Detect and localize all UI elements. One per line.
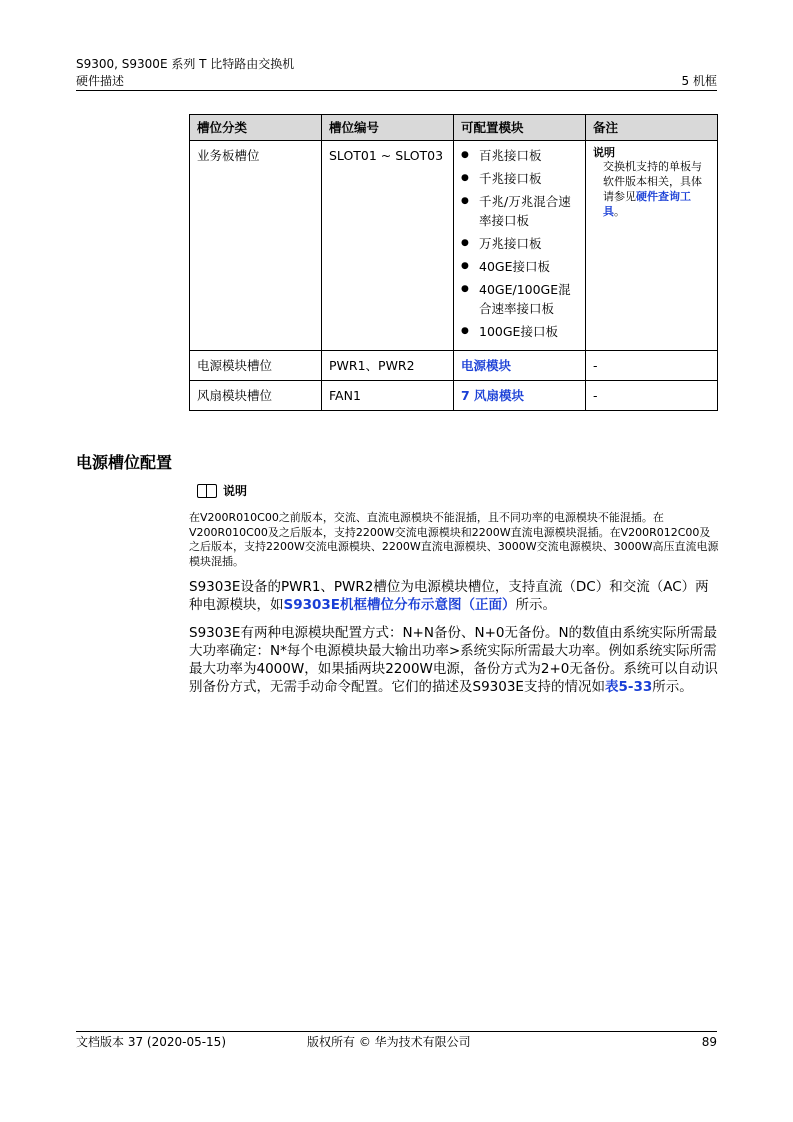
note-body: [593, 159, 710, 219]
chassis-diagram-link[interactable]: S9303E机框槽位分布示意图（正面）: [283, 597, 516, 613]
col-header: 可配置模块: [454, 115, 586, 141]
table-cell: [454, 351, 586, 381]
doc-subtitle: 硬件描述: [76, 74, 125, 88]
page-header: [76, 56, 717, 90]
col-header: 槽位编号: [322, 115, 454, 141]
para-text: S9303E设备的PWR1、PWR2槽位为电源模块槽位，支持直流（DC）和交流（AC）两种电源模块，如: [189, 579, 709, 613]
paragraph-pwr-slots: [189, 578, 719, 614]
note-text: 交换机支持的单板与软件版本相关，具体请参见: [603, 160, 702, 203]
table-cell: 业务板槽位: [190, 141, 322, 351]
col-header: 槽位分类: [190, 115, 322, 141]
list-item: ● 100GE接口板: [461, 322, 578, 341]
doc-title: S9300, S9300E 系列 T 比特路由交换机: [76, 57, 295, 71]
module-list: [461, 146, 578, 341]
para-text: S9303E有两种电源模块配置方式：N+N备份、N+0无备份。N的数值由系统实际所需最大功率确定：N*每个电源模块最大输出功率>系统实际所需最大功率。例如系统实际所需最大功率为4000W，如果插两块2200W电源，备份方式为2+0无备份。系统可以自动识别备份方式，无需手动命令配置。它们的描述及S9303E支持的情况如: [189, 625, 718, 695]
fan-module-link[interactable]: 7 风扇模块: [461, 388, 525, 403]
table-row: [190, 381, 718, 411]
footer-divider: [76, 1031, 717, 1032]
table-5-33-link[interactable]: 表5-33: [604, 679, 653, 695]
slot-table: [189, 114, 718, 411]
page-number: 89: [701, 1035, 717, 1049]
table-cell: [454, 381, 586, 411]
list-item: ● 万兆接口板: [461, 234, 578, 253]
note-paragraph: 在V200R010C00之前版本，交流、直流电源模块不能混插，且不同功率的电源模块不能混插。在V200R010C00及之后版本，支持2200W交流电源模块和2200W直流电源模块混插。在V200R012C00及之后版本，支持2200W交流电源模块、2200W直流电源模块、3000W交流电源模块、3000W高压直流电源模块混插。: [189, 511, 719, 568]
section-title: 电源槽位配置: [76, 453, 173, 472]
table-cell: [454, 141, 586, 351]
copyright: 版权所有 © 华为技术有限公司: [307, 1035, 471, 1049]
chapter-label: 5 机框: [681, 74, 717, 88]
note-end: 。: [614, 205, 625, 218]
table-cell: 风扇模块槽位: [190, 381, 322, 411]
header-divider: [76, 90, 717, 91]
table-cell: -: [586, 381, 718, 411]
list-item: ● 百兆接口板: [461, 146, 578, 165]
list-item: ● 千兆/万兆混合速率接口板: [461, 192, 578, 230]
para-text: 所示。: [515, 597, 557, 613]
list-item: ● 40GE接口板: [461, 257, 578, 276]
note-label: 说明: [223, 484, 248, 498]
paragraph-power-config: [189, 624, 719, 696]
note-header: [197, 482, 247, 499]
table-cell: PWR1、PWR2: [322, 351, 454, 381]
hardware-query-tool-link[interactable]: 硬件查询工具: [603, 190, 691, 218]
book-icon: [197, 484, 217, 498]
list-item: ● 千兆接口板: [461, 169, 578, 188]
table-cell: SLOT01 ~ SLOT03: [322, 141, 454, 351]
col-header: 备注: [586, 115, 718, 141]
table-cell: -: [586, 351, 718, 381]
table-cell: [586, 141, 718, 351]
note-title: 说明: [593, 146, 615, 159]
table-cell: FAN1: [322, 381, 454, 411]
para-text: 所示。: [652, 679, 693, 695]
list-item: ● 40GE/100GE混合速率接口板: [461, 280, 578, 318]
table-cell: 电源模块槽位: [190, 351, 322, 381]
table-header-row: [190, 115, 718, 141]
power-module-link[interactable]: 电源模块: [461, 358, 512, 373]
doc-version: 文档版本 37 (2020-05-15): [76, 1035, 227, 1049]
table-row: [190, 141, 718, 351]
table-row: [190, 351, 718, 381]
